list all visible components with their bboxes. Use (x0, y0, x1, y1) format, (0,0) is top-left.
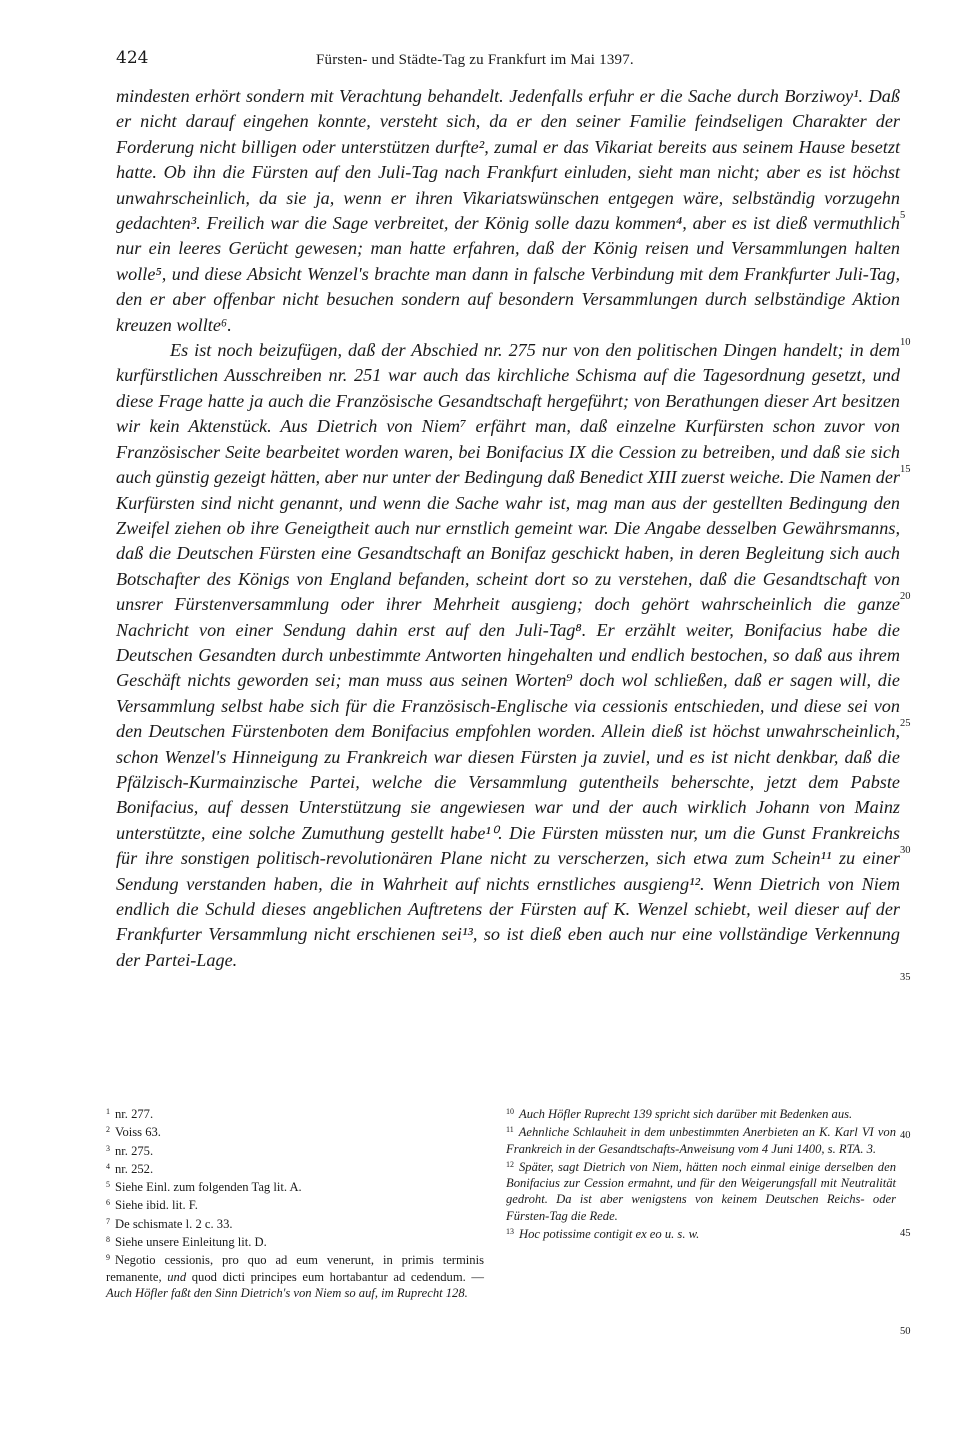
footnote-text: und (161, 1269, 192, 1284)
line-number-25: 25 (900, 718, 911, 729)
footnote-text: Auch Höfler Ruprecht 139 spricht sich darüber mit Bedenken aus. (519, 1107, 853, 1121)
footnote-text: Hoc potissime contigit ex eo u. s. w. (519, 1227, 700, 1242)
paragraph-2: Es ist noch beizufügen, daß der Abschied nr. 275 nur von den politischen Dingen handelt; in dem kurfürstlichen Ausschreiben nr. 251 war auch das kirchliche Schisma auf die Tagesordnung gesetzt, und diese Frage hatte ja auch die Französische Gesandtschaft hergeführt; von Berathungen dieser Art besitzen wir kein Aktenstück. Aus Dietrich von Niem⁷ erfährt man, daß einzelne Kurfürsten schon zuvor von Französischer Seite bearbeitet worden waren, bei Bonifacius IX die Cession zu betreiben, und daß sie sich auch günstig gezeigt hätten, aber nur unter der Bedingung daß Benedict XIII zuerst weiche. Die Namen der Kurfürsten sind nicht genannt, und wenn die Sache wahr ist, mag man aus der gestellten Bedingung den Zweifel ziehen ob ihre Geneigtheit auch nur ernstlich gemeint war. Die Angabe desselben Gewährsmanns, daß die Deutschen Fürsten eine Gesandtschaft an Bonifaz geschickt haben, in deren Begleitung sich auch Botschafter des Königs von England befanden, scheint dort so zu verstehen, daß die Gesandtschaft von unsrer Fürstenversammlung oder ihrer Mehrheit ausgieng; doch gehört wahrscheinlich die ganze Nachricht von einer Sendung dahin erst auf den Juli-Tag⁸. Er erzählt weiter, Bonifacius habe die Deutschen Gesandten durch unbestimmte Antworten hingehalten und endlich bestochen, so daß aus ihrem Geschäft nichts geworden sei; man muss aus seinen Worten⁹ doch wol schließen, daß er sagen will, die Versammlung selbst habe sich für die Französisch-Englische via cessionis entschieden, und diese sei von den Deutschen Fürstenboten dem Bonifacius empfohlen worden. Allein dieß ist höchst unwahrscheinlich, schon Wenzel's Hinneigung zu Frankreich war diesen Fürsten ja zuviel, und es ist nicht denkbar, daß die Pfälzisch-Kurmainzische Partei, welche die Versammlung gutentheils beherschte, jetzt dem Pabste Bonifacius, auf dessen Unterstützung sie angewiesen war und der auch wirklich Johann von Mainz unterstützte, eine solche Zumuthung gestellt habe¹⁰. Die Fürsten müssten nur, um die Gunst Frankreichs für ihre sonstigen politisch-revolutionären Plane nicht zu verscherzen, sich etwa zum Schein¹¹ zu einer Sendung verstanden haben, die in Wahrheit auf nichts ernstliches ausgieng¹². Wenn Dietrich von Niem endlich die Schuld dieses angeblichen Auftretens der Fürsten auf K. Wenzel schiebt, weil dieser auf der Frankfurter Versammlung nicht erschienen sei¹³, so ist dieß eben auch nur eine vollständige Verkennung der Partei-Lage. (116, 340, 900, 970)
footnote-text: Siehe ibid. lit. F. (115, 1198, 198, 1213)
footnote-mark: 2 (106, 1125, 110, 1135)
footnote (106, 1159, 484, 1177)
footnote-text: nr. 252. (115, 1161, 154, 1176)
line-number-5: 5 (900, 210, 906, 221)
footnote-mark: 11 (506, 1125, 514, 1135)
footnote-text: Später, sagt Dietrich von Niem, hätten noch einmal einige derselben den Bonifacius zur Cession ermahnt, und für den Weigerungsfall mit Neutralität gedroht. Da ist aber wenigstens von keinem Deutschen Reichs- oder Fürsten-Tag die Rede. (506, 1159, 896, 1223)
footnote (106, 1195, 484, 1213)
footnote-text: Voiss 63. (115, 1125, 161, 1140)
footnote (506, 1157, 896, 1224)
footnote-text: Siehe Einl. zum folgenden Tag lit. A. (115, 1180, 302, 1195)
footnote (106, 1214, 484, 1232)
line-number-45: 45 (900, 1228, 911, 1239)
footnote-text: De schismate l. 2 c. 33. (115, 1216, 233, 1231)
footnote-mark: 7 (106, 1216, 110, 1226)
footnote-text: Aehnliche Schlauheit in dem unbestimmten Anerbieten an K. Karl VI von Frankreich in der Gesandtschafts-Anweisung vom 4 Juni 1400, s. RTA. 3. (506, 1125, 896, 1156)
footnotes-right (506, 1104, 896, 1242)
line-number-30: 30 (900, 845, 911, 856)
line-number-10: 10 (900, 337, 911, 348)
footnote-text: Auch Höfler faßt den Sinn Dietrich's von Niem so auf, im Ruprecht 128. (106, 1285, 468, 1300)
footnote-text: Siehe unsere Einleitung lit. D. (115, 1235, 267, 1250)
footnotes-left (106, 1104, 484, 1301)
footnote-mark: 1 (106, 1107, 110, 1116)
footnote (106, 1141, 484, 1159)
footnote-mark: 9 (106, 1253, 110, 1263)
footnote (106, 1104, 484, 1122)
footnote (106, 1122, 484, 1140)
footnote (506, 1224, 896, 1242)
footnote (106, 1232, 484, 1250)
footnote (506, 1104, 896, 1122)
footnote (506, 1122, 896, 1157)
footnote-mark: 5 (106, 1180, 110, 1190)
footnote-mark: 12 (506, 1159, 514, 1169)
body-text (116, 84, 900, 973)
footnote-mark: 10 (506, 1107, 514, 1116)
line-number-35: 35 (900, 972, 911, 983)
running-head: Fürsten- und Städte-Tag zu Frankfurt im Mai 1397. (316, 52, 634, 68)
footnote-text: nr. 275. (115, 1143, 154, 1158)
footnote-mark: 13 (506, 1227, 514, 1237)
paragraph-1: mindesten erhört sondern mit Verachtung behandelt. Jedenfalls erfuhr er die Sache durch Borziwoy¹. Daß er nicht darauf eingehen konnte, versteht sich, da er den seiner Familie feindseligen Charakter der Forderung nicht billigen oder unterstützen durfte², zumal er das Vikariat bereits aus seinem Hause besetzt hatte. Ob ihn die Fürsten auf den Juli-Tag nach Frankfurt einluden, sieht man nicht; aber es ist höchst unwahrscheinlich, da sie ja, wenn er ihren Vikariatswünschen entgegen wäre, selbständig vorzugehn gedachten³. Freilich war die Sage verbreitet, der König solle dazu kommen⁴, aber es ist dieß vermuthlich nur ein leeres Gerücht gewesen; man hatte erfahren, daß der König reisen und Versammlungen halten wolle⁵, und diese Absicht Wenzel's brachte man dann in falsche Verbindung mit dem Frankfurter Juli-Tag, den er aber offenbar nicht besuchen sondern auf besondern Versammlungen durch selbständige Aktion kreuzen wollte⁶. (116, 86, 900, 335)
page-number: 424 (116, 48, 149, 68)
line-number-20: 20 (900, 591, 911, 602)
footnote (106, 1177, 484, 1195)
footnote-text: quod dicti principes eum hortabantur ad cedendum. — (191, 1269, 485, 1284)
footnote-mark: 6 (106, 1198, 110, 1208)
footnote-text: Negotio cessionis, pro quo ad eum venerunt, in primis terminis remanente, (106, 1253, 484, 1284)
line-number-15: 15 (900, 464, 911, 475)
line-number-50: 50 (900, 1326, 911, 1337)
footnote-mark: 8 (106, 1235, 110, 1245)
footnote-mark: 3 (106, 1143, 110, 1153)
line-number-40: 40 (900, 1130, 911, 1141)
footnote-text: nr. 277. (115, 1107, 154, 1121)
footnote (106, 1250, 484, 1301)
footnote-mark: 4 (106, 1161, 110, 1171)
